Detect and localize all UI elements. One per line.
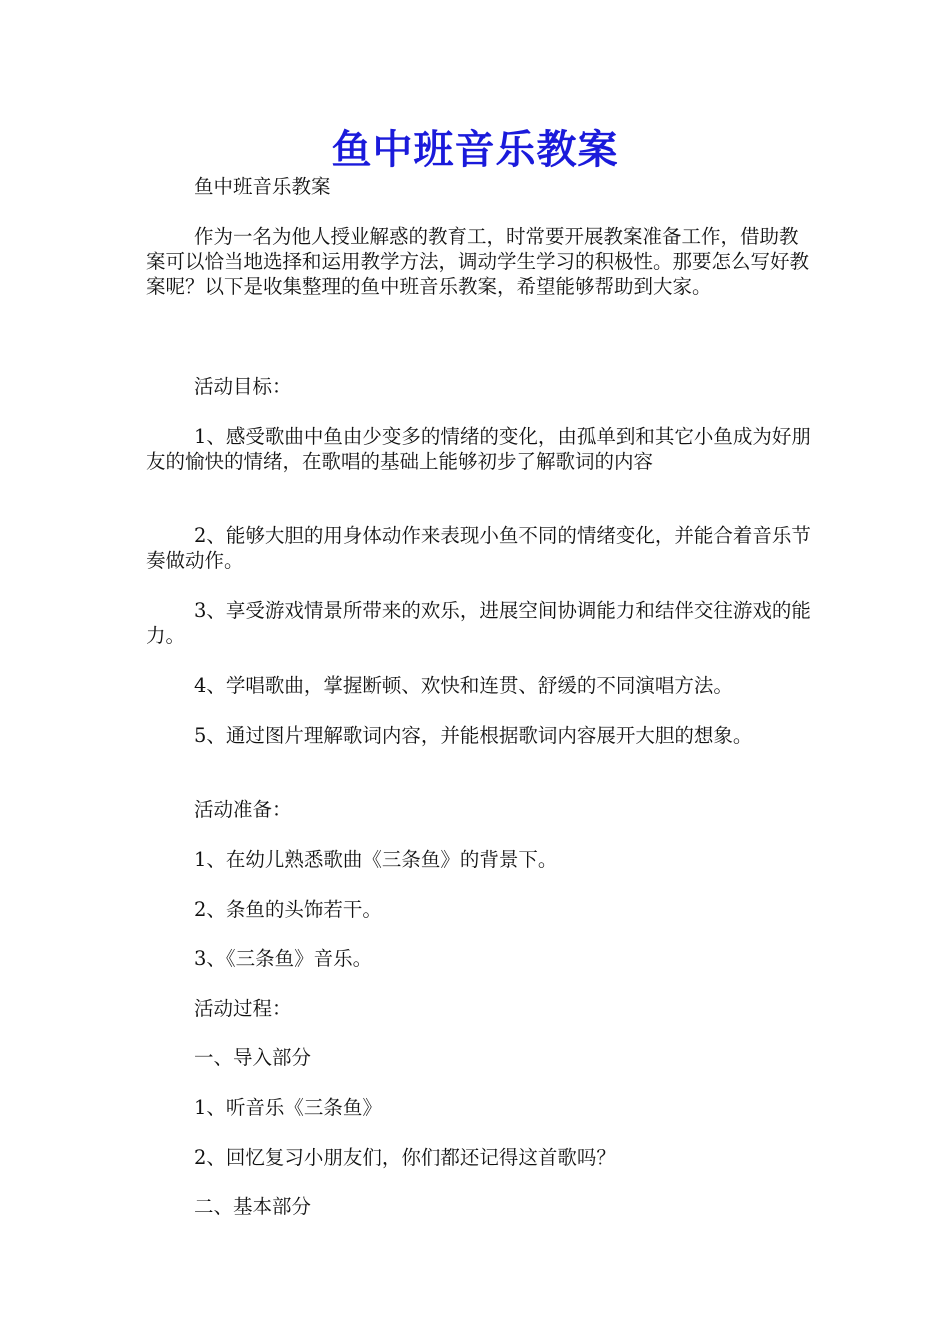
section-heading-process	[146, 996, 814, 1021]
list-item: 1、在幼儿熟悉歌曲《三条鱼》的背景下。	[194, 848, 558, 871]
section-heading-goals	[146, 374, 814, 399]
list-item-goal-3	[146, 598, 814, 648]
list-item: 2、能够大胆的用身体动作来表现小鱼不同的情绪变化，并能合着音乐节奏做动作。	[146, 524, 811, 572]
list-item: 2、回忆复习小朋友们，你们都还记得这首歌吗？	[194, 1146, 616, 1169]
list-item-prep-2	[146, 897, 814, 922]
list-item: 1、感受歌曲中鱼由少变多的情绪的变化，由孤单到和其它小鱼成为好朋友的愉快的情绪，在歌唱的基础上能够初步了解歌词的内容	[146, 425, 811, 473]
list-item: 3、《三条鱼》音乐。	[194, 947, 373, 970]
paragraph: 鱼中班音乐教案	[194, 175, 331, 198]
list-item: 5、通过图片理解歌词内容，并能根据歌词内容展开大胆的想象。	[194, 724, 753, 747]
section-heading: 活动准备：	[194, 798, 292, 821]
list-item-prep-1	[146, 847, 814, 872]
subsection-heading: 一、导入部分	[194, 1046, 312, 1069]
list-item-goal-5	[146, 723, 814, 748]
list-item: 2、条鱼的头饰若干。	[194, 898, 382, 921]
list-item-goal-2	[146, 523, 814, 573]
list-item-goal-4	[146, 673, 814, 698]
list-item-goal-1	[146, 424, 814, 474]
subsection-heading-intro	[146, 1045, 814, 1070]
subsection-heading-basic	[146, 1194, 814, 1219]
section-heading: 活动目标：	[194, 375, 292, 398]
section-heading: 活动过程：	[194, 997, 292, 1020]
list-item: 3、享受游戏情景所带来的欢乐，进展空间协调能力和结伴交往游戏的能力。	[146, 599, 811, 647]
list-item-process-1	[146, 1095, 814, 1120]
list-item: 1、听音乐《三条鱼》	[194, 1096, 382, 1119]
page-title: 鱼中班音乐教案	[331, 126, 619, 173]
paragraph-subtitle	[146, 174, 814, 199]
list-item-prep-3	[146, 946, 814, 971]
subsection-heading: 二、基本部分	[194, 1195, 312, 1218]
section-heading-prep	[146, 797, 814, 822]
paragraph: 作为一名为他人授业解惑的教育工，时常要开展教案准备工作，借助教案可以恰当地选择和运用教学方法，调动学生学习的积极性。那要怎么写好教案呢？以下是收集整理的鱼中班音乐教案，希望能够帮助到大家。	[146, 225, 810, 298]
list-item: 4、学唱歌曲，掌握断顿、欢快和连贯、舒缓的不同演唱方法。	[194, 674, 733, 697]
list-item-process-2	[146, 1145, 814, 1170]
paragraph-intro	[146, 224, 814, 299]
